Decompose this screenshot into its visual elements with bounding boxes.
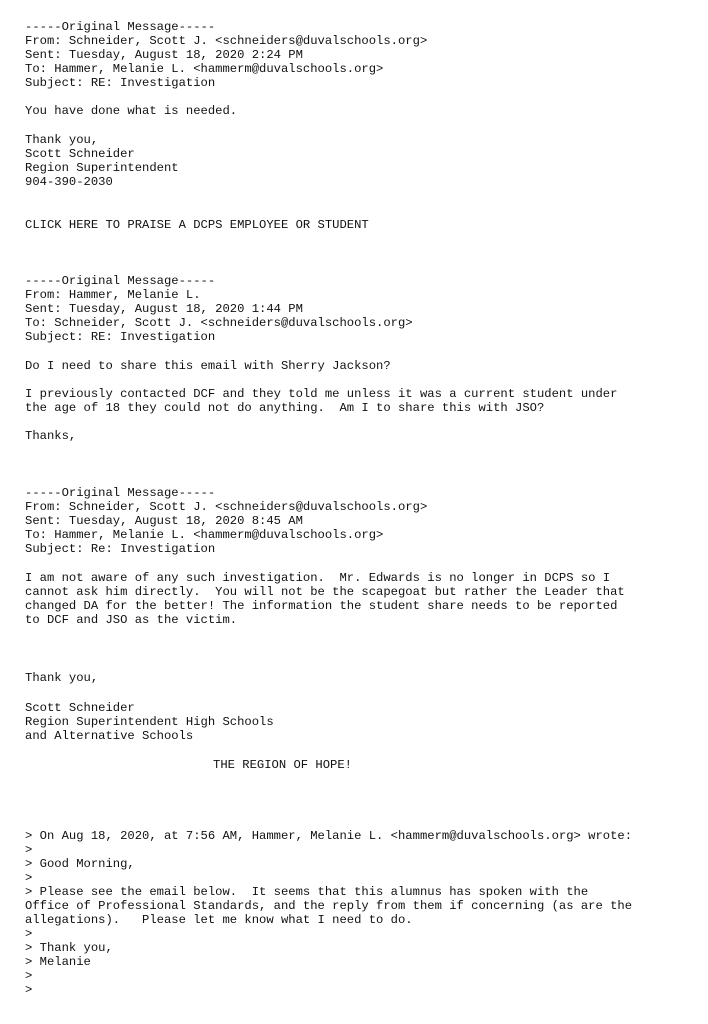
quoted-line: > On Aug 18, 2020, at 7:56 AM, Hammer, Melanie L. <hammerm@duvalschools.org> wrote: bbox=[25, 829, 633, 843]
message3-to: To: Hammer, Melanie L. <hammerm@duvalschools.org> bbox=[25, 528, 384, 542]
quoted-line: > bbox=[25, 871, 33, 885]
message3-signature-title: and Alternative Schools bbox=[25, 729, 194, 743]
message3-signature-title: Region Superintendent High Schools bbox=[25, 715, 274, 729]
message3-sent: Sent: Tuesday, August 18, 2020 8:45 AM bbox=[25, 514, 303, 528]
quoted-line: > Melanie bbox=[25, 955, 91, 969]
quoted-line: Office of Professional Standards, and the reply from them if concerning (as are the bbox=[25, 899, 633, 913]
message1-to: To: Hammer, Melanie L. <hammerm@duvalschools.org> bbox=[25, 62, 384, 76]
message2-subject: Subject: RE: Investigation bbox=[25, 330, 216, 344]
quoted-line: > Good Morning, bbox=[25, 857, 135, 871]
message3-from: From: Schneider, Scott J. <schneiders@duvalschools.org> bbox=[25, 500, 428, 514]
message1-signature-phone: 904-390-2030 bbox=[25, 175, 113, 189]
message3-subject: Subject: Re: Investigation bbox=[25, 542, 216, 556]
message2-to: To: Schneider, Scott J. <schneiders@duvalschools.org> bbox=[25, 316, 413, 330]
message2-body-question: Do I need to share this email with Sherry Jackson? bbox=[25, 359, 391, 373]
region-motto: THE REGION OF HOPE! bbox=[213, 758, 352, 772]
quoted-line: > bbox=[25, 927, 33, 941]
quoted-line: > bbox=[25, 843, 33, 857]
message3-header: -----Original Message----- bbox=[25, 486, 216, 500]
message1-subject: Subject: RE: Investigation bbox=[25, 76, 216, 90]
message1-from: From: Schneider, Scott J. <schneiders@duvalschools.org> bbox=[25, 34, 428, 48]
quoted-line: > Thank you, bbox=[25, 941, 113, 955]
message3-body-line: to DCF and JSO as the victim. bbox=[25, 613, 238, 627]
message2-body-line: the age of 18 they could not do anything. Am I to share this with JSO? bbox=[25, 401, 545, 415]
quoted-line: allegations). Please let me know what I need to do. bbox=[25, 913, 413, 927]
message1-body: You have done what is needed. bbox=[25, 104, 238, 118]
message1-closing: Thank you, bbox=[25, 133, 99, 147]
quoted-line: > bbox=[25, 983, 33, 997]
praise-link[interactable]: CLICK HERE TO PRAISE A DCPS EMPLOYEE OR STUDENT bbox=[25, 218, 369, 232]
message3-closing: Thank you, bbox=[25, 671, 99, 685]
message2-sent: Sent: Tuesday, August 18, 2020 1:44 PM bbox=[25, 302, 303, 316]
message1-signature-title: Region Superintendent bbox=[25, 161, 179, 175]
message1-sent: Sent: Tuesday, August 18, 2020 2:24 PM bbox=[25, 48, 303, 62]
message1-signature-name: Scott Schneider bbox=[25, 147, 135, 161]
quoted-line: > Please see the email below. It seems that this alumnus has spoken with the bbox=[25, 885, 589, 899]
message2-body-line: I previously contacted DCF and they told me unless it was a current student under bbox=[25, 387, 618, 401]
message3-body-line: changed DA for the better! The information the student share needs to be reported bbox=[25, 599, 618, 613]
message3-body-line: I am not aware of any such investigation. Mr. Edwards is no longer in DCPS so I bbox=[25, 571, 611, 585]
message2-header: -----Original Message----- bbox=[25, 274, 216, 288]
message1-header: -----Original Message----- bbox=[25, 20, 216, 34]
quoted-line: > bbox=[25, 969, 33, 983]
message2-from: From: Hammer, Melanie L. bbox=[25, 288, 201, 302]
message3-body-line: cannot ask him directly. You will not be the scapegoat but rather the Leader that bbox=[25, 585, 625, 599]
message3-signature-name: Scott Schneider bbox=[25, 701, 135, 715]
message2-closing: Thanks, bbox=[25, 429, 77, 443]
